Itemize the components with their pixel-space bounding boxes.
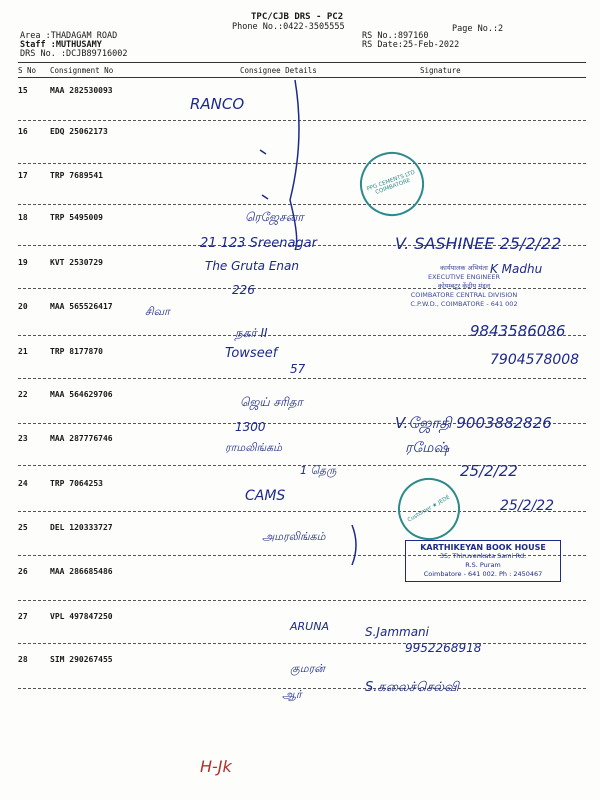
page-number: Page No.:2 [452, 24, 504, 34]
stamp-line: KARTHIKEYAN BOOK HOUSE [420, 543, 546, 552]
hw-signature-23: ரமேஷ் [405, 440, 450, 456]
table-row: 28 SIM 290267455 [18, 655, 113, 664]
company-seal-stamp: PPG CEMENTS LTD COIMBATORE [351, 143, 433, 225]
hw-consignee-21: Towseef [225, 346, 278, 361]
hw-signature-27a: S.Jammani [365, 625, 429, 639]
area-label: Area :THADAGAM ROAD [20, 31, 118, 41]
hw-address-20: நகர் II [235, 326, 268, 340]
hw-signature-24b: 25/2/22 [500, 498, 554, 514]
col-signature: Signature [420, 66, 461, 75]
hw-signature-28: S.கலைச்செல்வி [365, 680, 459, 695]
hw-consignee-25: அமரலிங்கம் [262, 530, 326, 543]
stamp-line: R.S. Puram [465, 561, 501, 569]
table-row: 21 TRP 8177870 [18, 347, 103, 356]
col-sno: S No [18, 66, 37, 75]
hw-consignee-15: RANCO [190, 95, 245, 113]
table-row: 20 MAA 565526417 [18, 302, 113, 311]
hw-consignee-27: ARUNA [290, 620, 329, 633]
hw-consignee-28: குமரன் [290, 662, 325, 675]
stamp-line: कार्यपालक अभियंता [440, 264, 488, 272]
stamp-line: COIMBATORE CENTRAL DIVISION [410, 291, 518, 299]
customer-seal-stamp: Customer ★ JEDE [387, 467, 472, 552]
hw-address-21: 57 [290, 362, 306, 376]
drs-number: DRS No. :DCJB89716002 [20, 49, 128, 59]
table-row: 26 MAA 286685486 [18, 567, 113, 576]
rs-date: RS Date:25-Feb-2022 [362, 40, 460, 50]
hw-address-19: 226 [232, 283, 255, 297]
table-row: 19 KVT 2530729 [18, 258, 103, 267]
hw-address-28: ஆர் [282, 688, 302, 701]
table-row: 22 MAA 564629706 [18, 390, 113, 399]
hw-signature-21: 7904578008 [490, 352, 580, 368]
hw-consignee-19: The Gruta Enan [205, 259, 299, 273]
hw-consignee-20: சிவா [145, 305, 170, 318]
table-row: 27 VPL 497847250 [18, 612, 113, 621]
executive-engineer-stamp [398, 262, 530, 311]
hw-signature-18: V. SASHINEE 25/2/22 [395, 234, 562, 253]
table-row: 25 DEL 120333727 [18, 523, 113, 532]
stamp-line: C.P.W.D., COIMBATORE - 641 002 [410, 300, 518, 308]
staff-label: Staff :MUTHUSAMY [20, 40, 102, 50]
stamp-line: कोयम्बटूर केंद्रीय मंडल [437, 282, 490, 290]
col-consignee: Consignee Details [240, 66, 317, 75]
table-row: 24 TRP 7064253 [18, 479, 103, 488]
hw-address-18: 21 123 Sreenagar [200, 236, 317, 251]
rs-number: RS No.:897160 [362, 31, 429, 41]
hw-signature-19: K Madhu [490, 262, 543, 276]
hw-consignee-23: ராமலிங்கம் [225, 441, 283, 454]
hw-signature-24a: 25/2/22 [460, 462, 518, 480]
hw-signature-27b: 9952268918 [405, 641, 482, 655]
hw-signature-20: 9843586086 [470, 322, 566, 340]
hw-bottom-note: H-Jk [200, 757, 232, 776]
drs-title: TPC/CJB DRS - PC2 [251, 12, 344, 22]
hw-address-22: 1300 [235, 420, 266, 434]
table-row: 17 TRP 7689541 [18, 171, 103, 180]
col-consignment: Consignment No [50, 66, 114, 75]
stamp-line: Coimbatore - 641 002. Ph : 2450467 [423, 570, 543, 578]
hw-signature-22: V.ஜோதி 9003882826 [395, 414, 552, 432]
hw-consignee-22: ஜெய் சரிதா [240, 395, 303, 409]
stamp-line: EXECUTIVE ENGINEER [428, 273, 500, 281]
phone-number: Phone No.:0422-3505555 [232, 22, 345, 32]
table-row: 23 MAA 287776746 [18, 434, 113, 443]
book-house-stamp [405, 540, 561, 582]
table-row: 18 TRP 5495009 [18, 213, 103, 222]
hw-consignee-18: ரெஜேசனா [245, 210, 304, 224]
stamp-line: 35, Thiruvenkata Sami Rd. [439, 552, 527, 560]
hw-address-24: 1 தெரு [300, 464, 337, 477]
table-row: 15 MAA 282530093 [18, 86, 113, 95]
hw-consignee-24: CAMS [245, 488, 286, 504]
table-row: 16 EDQ 25062173 [18, 127, 108, 136]
